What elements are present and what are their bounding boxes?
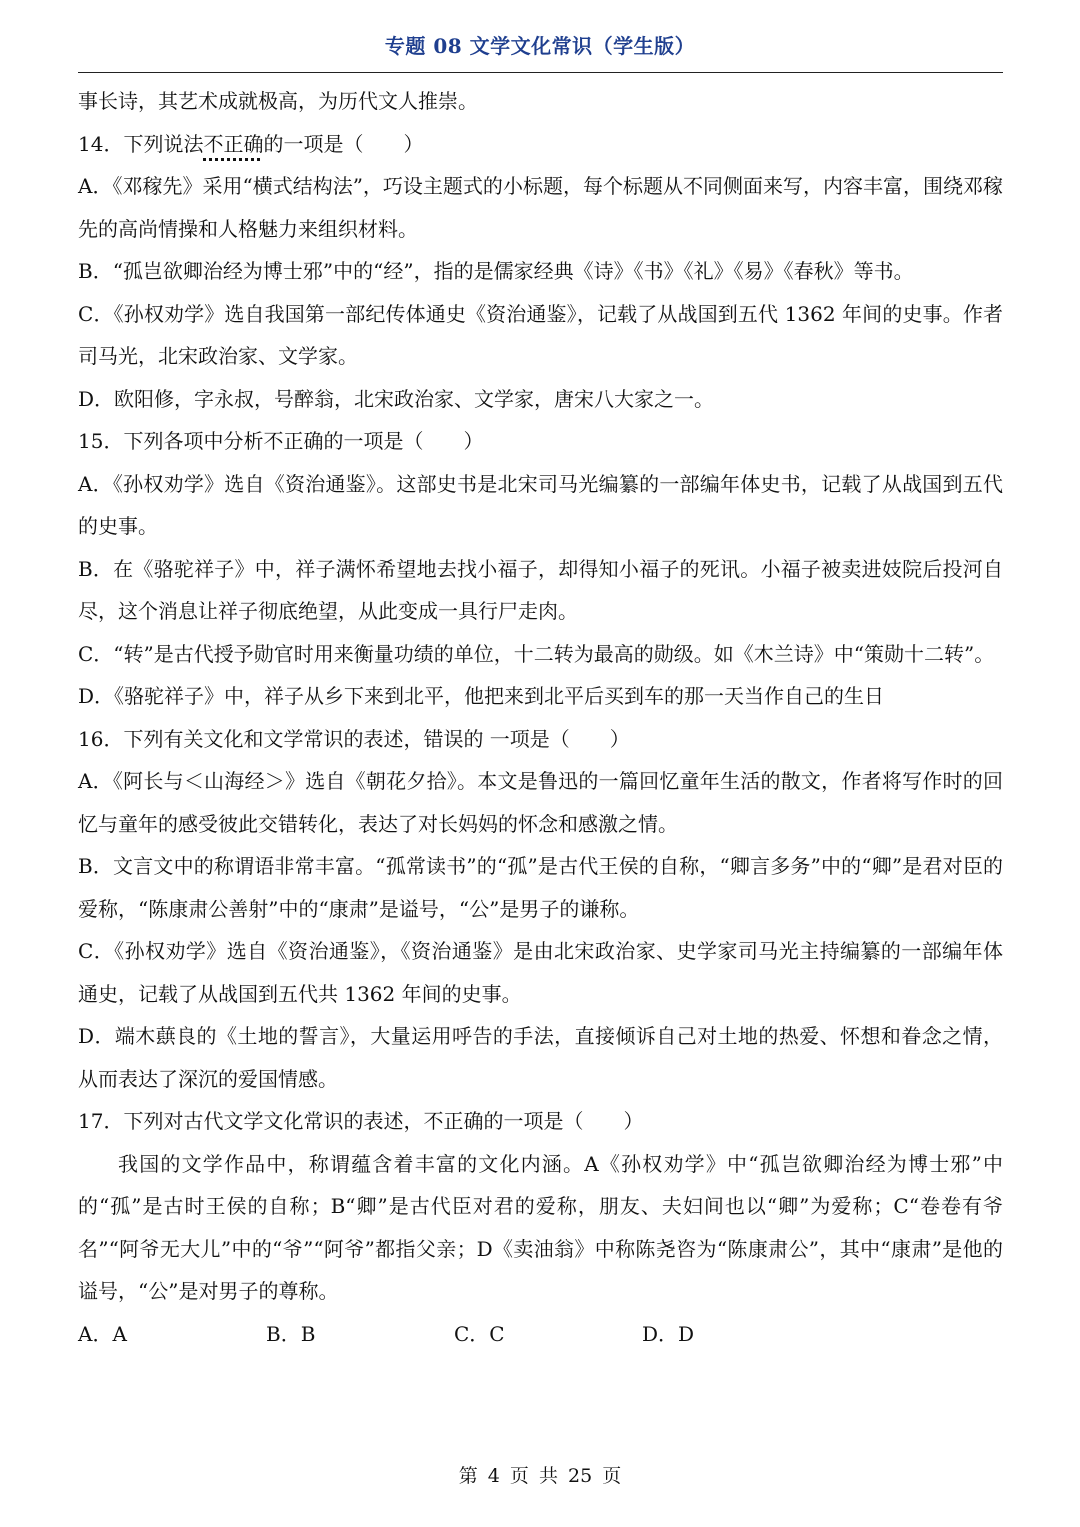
question-14-option-a: A．《邓稼先》采用“横式结构法”，巧设主题式的小标题，每个标题从不同侧面来写，内容丰富，围绕邓稼先的高尚情操和人格魅力来组织材料。 (78, 174, 1003, 241)
question-15-option-c: C．“转”是古代授予勋官时用来衡量功绩的单位，十二转为最高的勋级。如《木兰诗》中“策勋十二转”。 (78, 641, 995, 666)
question-16-option-c: C．《孙权劝学》选自《资治通鉴》，《资治通鉴》是由北宋政治家、史学家司马光主持编纂的一部编年体通史，记载了从战国到五代共 1362 年间的史事。 (78, 939, 1003, 1006)
question-15-option-d: D．《骆驼祥子》中，祥子从乡下来到北平，他把来到北平后买到车的那一天当作自己的生日 (78, 684, 885, 708)
question-17-options (78, 1313, 1003, 1356)
question-17-stem: 17．下列对古代文学文化常识的表述，不正确的一项是（ ） (78, 1109, 644, 1133)
question-14-prefix: 14．下列说法 (78, 131, 204, 156)
header-divider (78, 72, 1003, 73)
emphasis-text: 不正确 (203, 131, 264, 156)
question-16-option-b: B．文言文中的称谓语非常丰富。“孤常读书”的“孤”是古代王侯的自称，“卿言多务”中的“卿”是君对臣的爱称，“陈康肃公善射”中的“康肃”是谥号，“公”是男子的谦称。 (78, 854, 1003, 921)
question-17-option-c: C．C (454, 1321, 505, 1346)
question-16-option-d: D．端木蕻良的《土地的誓言》，大量运用呼告的手法，直接倾诉自己对土地的热爱、怀想和眷念之情，从而表达了深沉的爱国情感。 (78, 1024, 1003, 1091)
question-15-option-a: A．《孙权劝学》选自《资治通鉴》。这部史书是北宋司马光编纂的一部编年体史书，记载了从战国到五代的史事。 (78, 471, 1003, 538)
question-15-option-b: B．在《骆驼祥子》中，祥子满怀希望地去找小福子，却得知小福子的死讯。小福子被卖进妓院后投河自尽，这个消息让祥子彻底绝望，从此变成一具行尸走肉。 (78, 556, 1003, 623)
page-header-title: 专题 08 文学文化常识（学生版） (384, 34, 696, 58)
question-16-stem: 16．下列有关文化和文学常识的表述，错误的 一项是（ ） (78, 726, 630, 751)
question-16-option-a: A．《阿长与＜山海经＞》选自《朝花夕拾》。本文是鲁迅的一篇回忆童年生活的散文，作者将写作时的回忆与童年的感受彼此交错转化，表达了对长妈妈的怀念和感激之情。 (78, 769, 1003, 836)
question-14-option-c: C．《孙权劝学》选自我国第一部纪传体通史《资治通鉴》，记载了从战国到五代 1362 年间的史事。作者司马光，北宋政治家、文学家。 (78, 301, 1003, 368)
page-number: 第 4 页 共 25 页 (458, 1465, 622, 1487)
question-14-stem (78, 123, 1003, 166)
question-17-option-d: D．D (642, 1321, 695, 1346)
question-14-suffix: 的一项是（ ） (263, 131, 424, 156)
page-content (78, 80, 1003, 1355)
question-14-option-d: D．欧阳修，字永叔，号醉翁，北宋政治家、文学家，唐宋八大家之一。 (78, 386, 715, 411)
question-14-option-b: B．“孤岂欲卿治经为博士邪”中的“经”，指的是儒家经典《诗》《书》《礼》《易》《春秋》等书。 (78, 259, 914, 283)
question-17-option-b: B．B (266, 1321, 316, 1346)
question-15-stem: 15．下列各项中分析不正确的一项是（ ） (78, 429, 484, 453)
paragraph-continuation: 事长诗，其艺术成就极高，为历代文人推崇。 (78, 89, 478, 113)
question-17-passage: 我国的文学作品中，称谓蕴含着丰富的文化内涵。A《孙权劝学》中“孤岂欲卿治经为博士邪”中的“孤”是古时王侯的自称；B“卿”是古代臣对君的爱称，朋友、夫妇间也以“卿”为爱称；C“卷卷有爷名”“阿爷无大儿”中的“爷”“阿爷”都指父亲；D《卖油翁》中称陈尧咨为“陈康肃公”，其中“康肃”是他的谥号，“公”是对男子的尊称。 (78, 1151, 1003, 1303)
question-17-option-a: A．A (78, 1321, 127, 1346)
